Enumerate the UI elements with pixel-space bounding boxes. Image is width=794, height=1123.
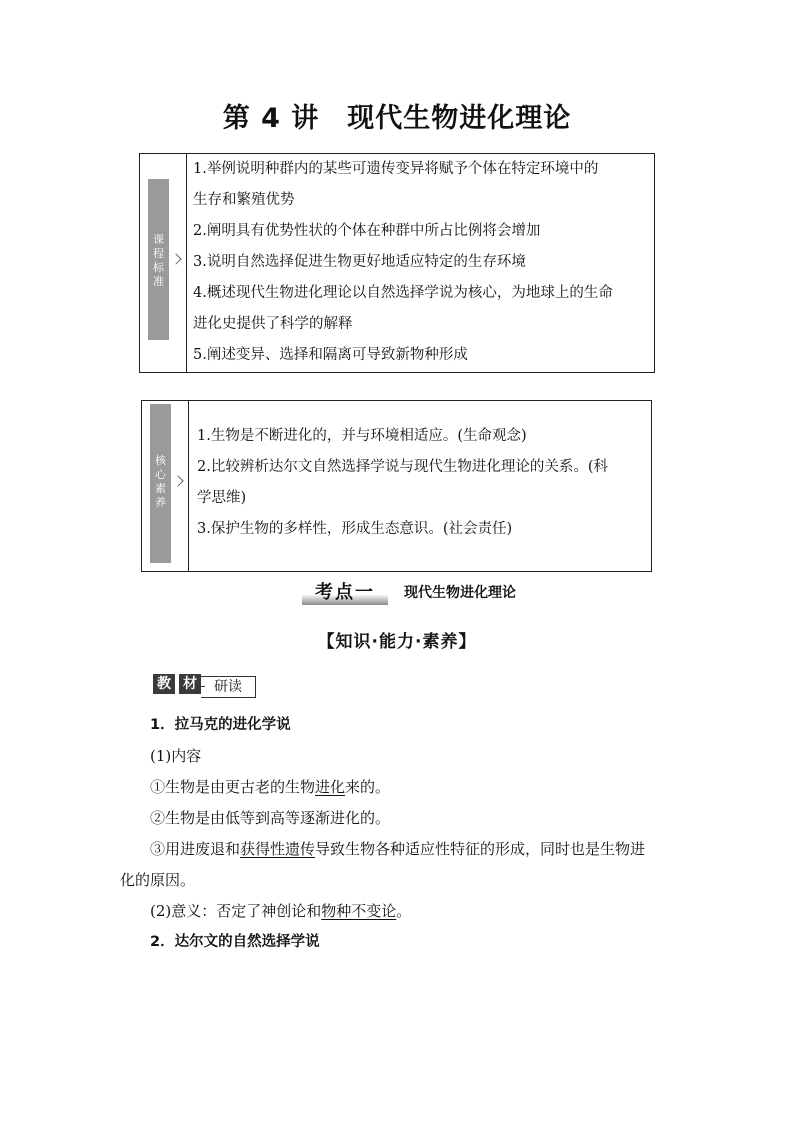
- exam-point-title: 现代生物进化理论: [404, 585, 516, 601]
- badge-char-3: 研读: [201, 676, 256, 698]
- badge-char-1: 教: [153, 674, 175, 694]
- underlined-answer: 物种不变论: [321, 902, 397, 920]
- standard-line: 2.阐明具有优势性状的个体在种群中所占比例将会增加: [193, 223, 541, 239]
- exam-point-label: 考点一: [302, 581, 388, 605]
- curriculum-standard-content: [193, 154, 649, 371]
- underlined-answer: 获得性遗传: [240, 840, 316, 858]
- paragraph: ②生物是由低等到高等逐渐进化的。: [150, 809, 391, 827]
- text-run: (2)意义：否定了神创论和: [150, 902, 322, 920]
- paragraph: [120, 834, 680, 865]
- paragraph: [120, 772, 680, 803]
- standard-line: 生存和繁殖优势: [193, 192, 295, 208]
- badge-char-2: 材: [179, 674, 201, 694]
- text-run: ①生物是由更古老的生物: [150, 778, 316, 796]
- core-line: 1.生物是不断进化的，并与环境相适应。(生命观念): [197, 428, 527, 444]
- underlined-answer: 进化: [315, 778, 346, 796]
- paragraph: (1)内容: [150, 747, 202, 765]
- curriculum-standard-tag: 课程标准: [148, 179, 169, 340]
- text-run: 来的。: [345, 778, 391, 796]
- heading-lamarck: 1．拉马克的进化学说: [150, 717, 291, 733]
- core-line: 学思维): [197, 490, 247, 506]
- core-literacy-tag: 核心素养: [150, 404, 171, 563]
- standard-line: 3.说明自然选择促进生物更好地适应特定的生存环境: [193, 254, 526, 270]
- standard-line: 4.概述现代生物进化理论以自然选择学说为核心，为地球上的生命: [193, 285, 613, 301]
- standard-line: 5.阐述变异、选择和隔离可导致新物种形成: [193, 347, 468, 363]
- heading-darwin: 2．达尔文的自然选择学说: [150, 934, 320, 950]
- paragraph-continuation: 化的原因。: [120, 871, 196, 889]
- standard-line: 进化史提供了科学的解释: [193, 316, 353, 332]
- core-line: 3.保护生物的多样性，形成生态意识。(社会责任): [197, 521, 513, 537]
- text-run: ③用进废退和: [150, 840, 241, 858]
- curriculum-standard-box: [139, 153, 655, 373]
- main-body: [120, 710, 680, 958]
- standard-line: 1.举例说明种群内的某些可遗传变异将赋予个体在特定环境中的: [193, 161, 599, 177]
- paragraph: [120, 896, 680, 927]
- core-literacy-box: [141, 400, 652, 572]
- section-heading: 【知识·能力·素养】: [317, 632, 477, 652]
- page-title: 第 4 讲 现代生物进化理论: [222, 103, 572, 134]
- text-run: 。: [396, 902, 412, 920]
- text-run: 导致生物各种适应性特征的形成，同时也是生物进: [315, 840, 646, 858]
- core-line: 2.比较辨析达尔文自然选择学说与现代生物进化理论的关系。(科: [197, 459, 608, 475]
- textbook-reading-badge: [153, 674, 263, 698]
- core-literacy-content: [197, 421, 647, 545]
